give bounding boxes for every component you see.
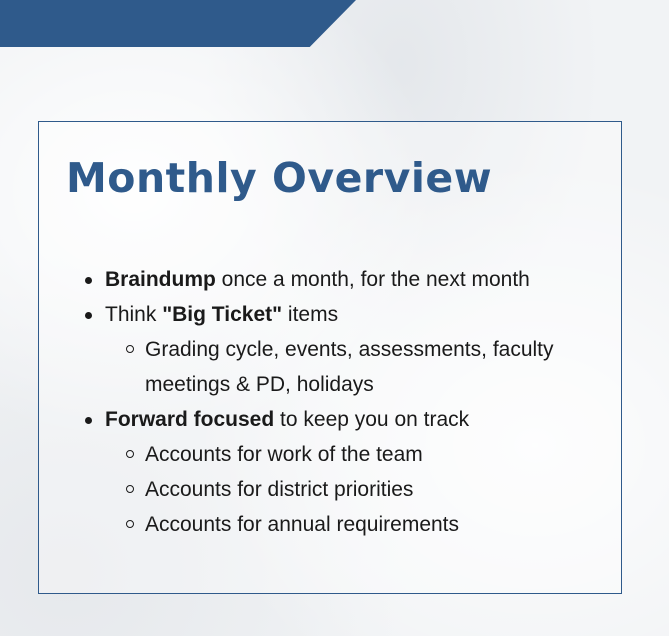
bullet-item	[83, 297, 603, 332]
sub-bullet-item: Grading cycle, events, assessments, faculty meetings & PD, holidays	[83, 332, 603, 402]
bullet-item	[83, 262, 603, 297]
sub-bullet-item: Accounts for work of the team	[83, 437, 603, 472]
bullet-text: to keep you on track	[274, 408, 470, 431]
sub-bullet-item: Accounts for district priorities	[83, 472, 603, 507]
content-card	[38, 121, 622, 594]
slide-title: Monthly Overview	[66, 154, 493, 202]
bullet-bold: Forward focused	[105, 408, 275, 431]
sub-bullet-item: Accounts for annual requirements	[83, 507, 603, 542]
header-banner	[0, 0, 356, 47]
bullet-bold: "Big Ticket"	[162, 303, 283, 326]
bullet-list	[83, 262, 603, 542]
bullet-text: once a month, for the next month	[215, 268, 530, 291]
bullet-item	[83, 402, 603, 437]
bullet-text: items	[282, 303, 339, 326]
bullet-prefix: Think	[105, 303, 163, 326]
bullet-bold: Braindump	[105, 268, 216, 291]
